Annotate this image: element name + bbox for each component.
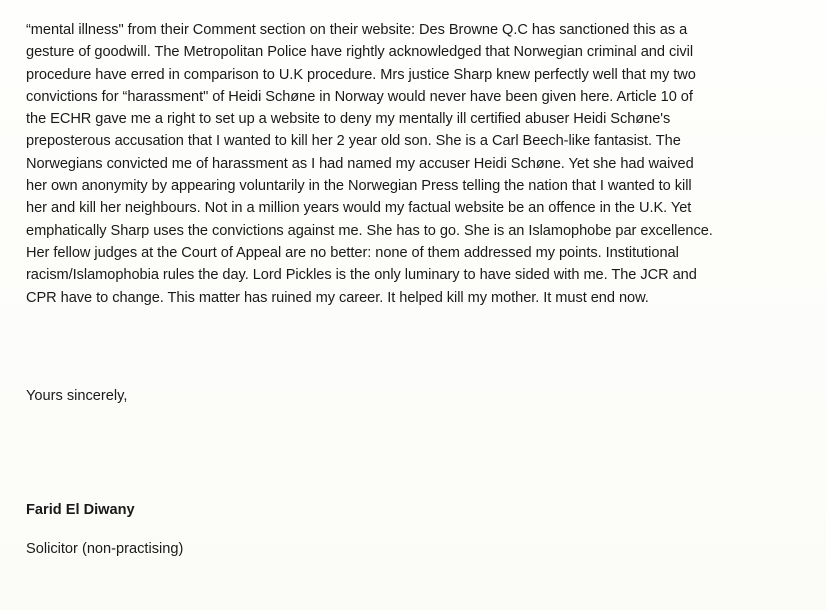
body-line: the ECHR gave me a right to set up a website to deny my mentally ill certified abuser Heidi Schøne's [26, 111, 671, 128]
body-line: procedure have erred in comparison to U.K procedure. Mrs justice Sharp knew perfectly well that my two [26, 66, 696, 83]
letter-closing: Yours sincerely, [26, 388, 128, 404]
body-line: Her fellow judges at the Court of Appeal are no better: none of them addressed my points. Institutional [26, 244, 679, 261]
body-line: her and kill her neighbours. Not in a million years would my factual website be an offence in the U.K. Yet [26, 200, 692, 217]
body-line: “mental illness" from their Comment section on their website: Des Browne Q.C has sanctioned this as a [26, 22, 688, 38]
signer-name: Farid El Diwany [26, 502, 135, 518]
body-line: CPR have to change. This matter has ruined my career. It helped kill my mother. It must end now. [26, 289, 649, 306]
signer-title: Solicitor (non-practising) [26, 541, 184, 557]
letter-body [26, 19, 806, 309]
body-line: emphatically Sharp uses the convictions against me. She has to go. She is an Islamophobe par excellence. [26, 222, 713, 239]
body-line: gesture of goodwill. The Metropolitan Police have rightly acknowledged that Norwegian criminal and civil [26, 44, 694, 61]
body-line: convictions for “harassment" of Heidi Schøne in Norway would never have been given here. Article 10 of [26, 88, 693, 105]
body-line: preposterous accusation that I wanted to kill her 2 year old son. She is a Carl Beech-like fantasist. The [26, 133, 681, 150]
body-line: Norwegians convicted me of harassment as I had named my accuser Heidi Schøne. Yet she had waived [26, 155, 694, 172]
body-line: her own anonymity by appearing voluntarily in the Norwegian Press telling the nation that I wanted to kill [26, 178, 692, 195]
body-line: racism/Islamophobia rules the day. Lord Pickles is the only luminary to have sided with me. The JCR and [26, 267, 697, 284]
